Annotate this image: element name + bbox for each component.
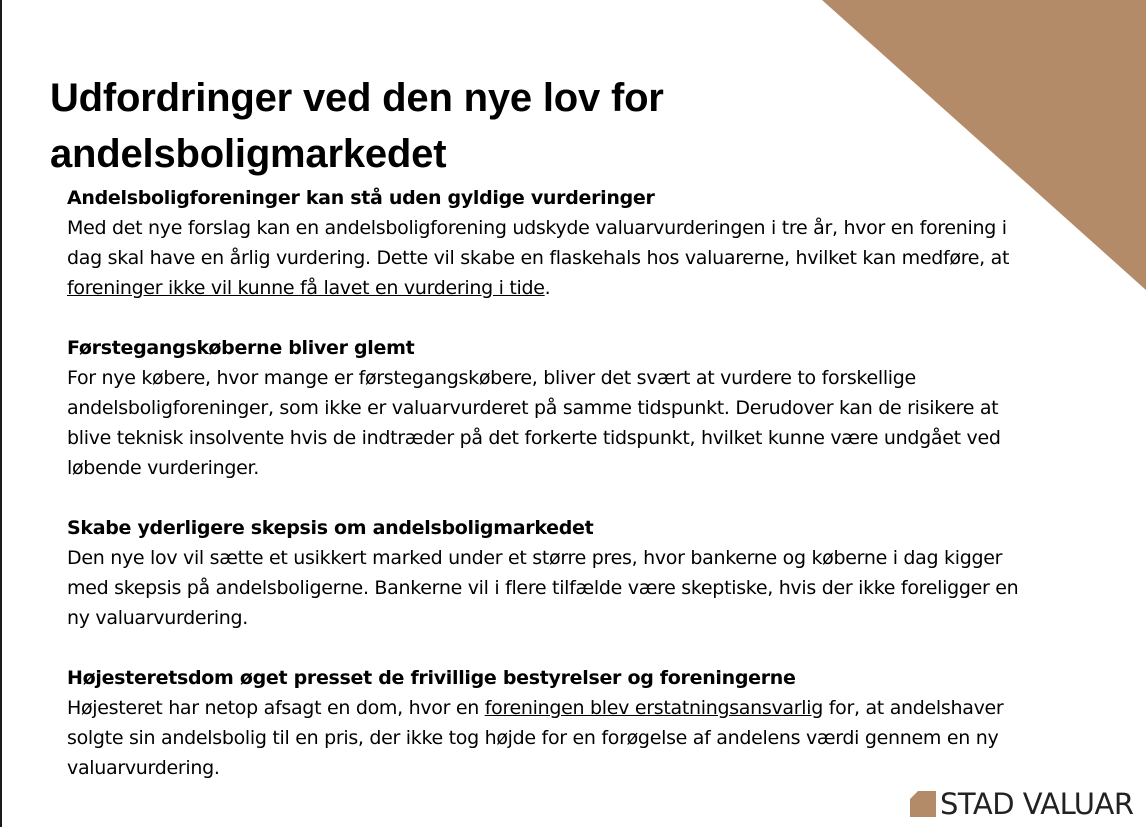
liability-link[interactable]: foreningen blev erstatningsansvarlig xyxy=(484,697,824,719)
house-shape-icon xyxy=(910,791,936,817)
section-body: For nye købere, hvor mange er førstegangskøbere, bliver det svært at vurdere to forskellige andelsboligforeninger, som ikke er valuarvurderet på samme tidspunkt. Derudover kan de risikere at blive teknisk insolvente hvis de indtræder på det forkerte tidspunkt, hvilket kunne være undgået ved løbende vurderinger. xyxy=(67,367,1001,479)
section-body xyxy=(67,213,1027,303)
valuation-delay-link[interactable]: foreninger ikke vil kunne få lavet en vurdering i tide xyxy=(67,277,545,299)
slide-title: Udfordringer ved den nye lov for andelsboligmarkedet xyxy=(50,76,664,176)
section-heading: Skabe yderligere skepsis om andelsboligmarkedet xyxy=(67,517,594,539)
section-heading: Førstegangskøberne bliver glemt xyxy=(67,337,415,359)
section-supreme-court xyxy=(67,663,1027,783)
section-heading: Højesteretsdom øget presset de frivillige bestyrelser og foreningerne xyxy=(67,667,796,689)
section-heading: Andelsboligforeninger kan stå uden gyldige vurderinger xyxy=(67,187,655,209)
body-text: Højesteret har netop afsagt en dom, hvor en xyxy=(67,697,485,719)
slide-content xyxy=(67,183,1027,813)
section-valuations xyxy=(67,183,1027,303)
section-first-time-buyers xyxy=(67,333,1027,483)
section-body: Den nye lov vil sætte et usikkert marked under et større pres, hvor bankerne og køberne i dag kigger med skepsis på andelsboligerne. Bankerne vil i flere tilfælde være skeptiske, hvis der ikke foreligger en ny valuarvurdering. xyxy=(67,547,1019,629)
body-text-end: . xyxy=(544,277,551,299)
section-market-skepticism xyxy=(67,513,1027,633)
body-text-end: for, at andelshaver solgte sin andelsbolig til en pris, der ikke tog højde for en forøgelse af andelens værdi gennem en ny valuarvurdering. xyxy=(67,697,1004,779)
body-text: Med det nye forslag kan en andelsboligforening udskyde valuarvurderingen i tre år, hvor en forening i dag skal have en årlig vurdering. Dette vil skabe en flaskehals hos valuarerne, hvilket kan medføre, at xyxy=(67,217,1010,269)
logo-text: STAD VALUAR xyxy=(940,787,1134,821)
stad-valuar-logo xyxy=(910,784,1134,824)
section-body xyxy=(67,693,1027,783)
